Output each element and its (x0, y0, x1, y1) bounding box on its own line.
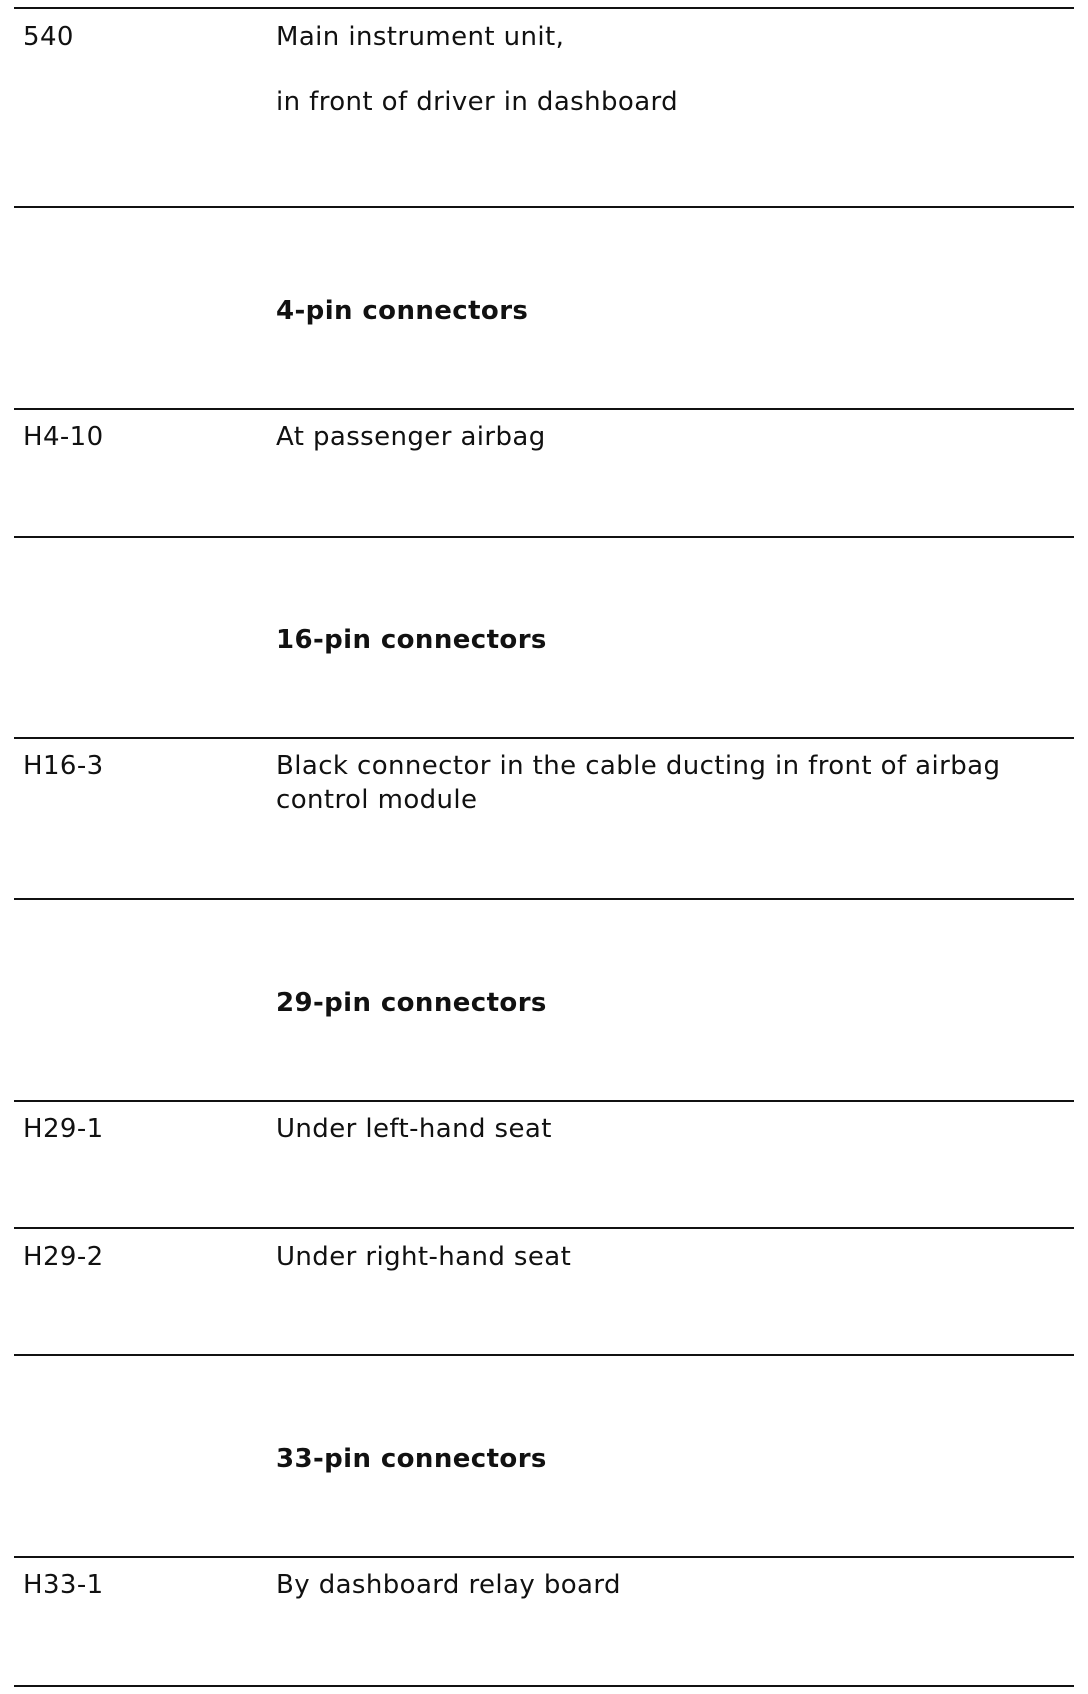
table-rule (14, 206, 1074, 208)
row-code: H33-1 (23, 1570, 104, 1600)
table-rule (14, 1100, 1074, 1102)
row-description: Black connector in the cable ducting in front of airbag control module (276, 751, 1001, 815)
section-heading: 16-pin connectors (276, 625, 547, 655)
row-code: 540 (23, 22, 74, 52)
table-rule (14, 898, 1074, 900)
table-rule (14, 1685, 1074, 1687)
table-rule (14, 408, 1074, 410)
section-heading: 33-pin connectors (276, 1444, 547, 1474)
row-code: H29-2 (23, 1242, 104, 1272)
row-code: H16-3 (23, 751, 104, 781)
table-rule (14, 1354, 1074, 1356)
row-description-continued: in front of driver in dashboard (276, 87, 679, 117)
row-code: H4-10 (23, 422, 104, 452)
table-rule (14, 536, 1074, 538)
row-description: Under left-hand seat (276, 1114, 552, 1144)
row-description: Under right-hand seat (276, 1242, 572, 1272)
row-description: By dashboard relay board (276, 1570, 621, 1600)
row-code: H29-1 (23, 1114, 104, 1144)
table-rule (14, 7, 1074, 9)
section-heading: 4-pin connectors (276, 296, 529, 326)
table-rule (14, 1556, 1074, 1558)
section-heading: 29-pin connectors (276, 988, 547, 1018)
table-rule (14, 1227, 1074, 1229)
table-rule (14, 737, 1074, 739)
row-description: At passenger airbag (276, 422, 546, 452)
row-description: Main instrument unit, (276, 22, 565, 52)
